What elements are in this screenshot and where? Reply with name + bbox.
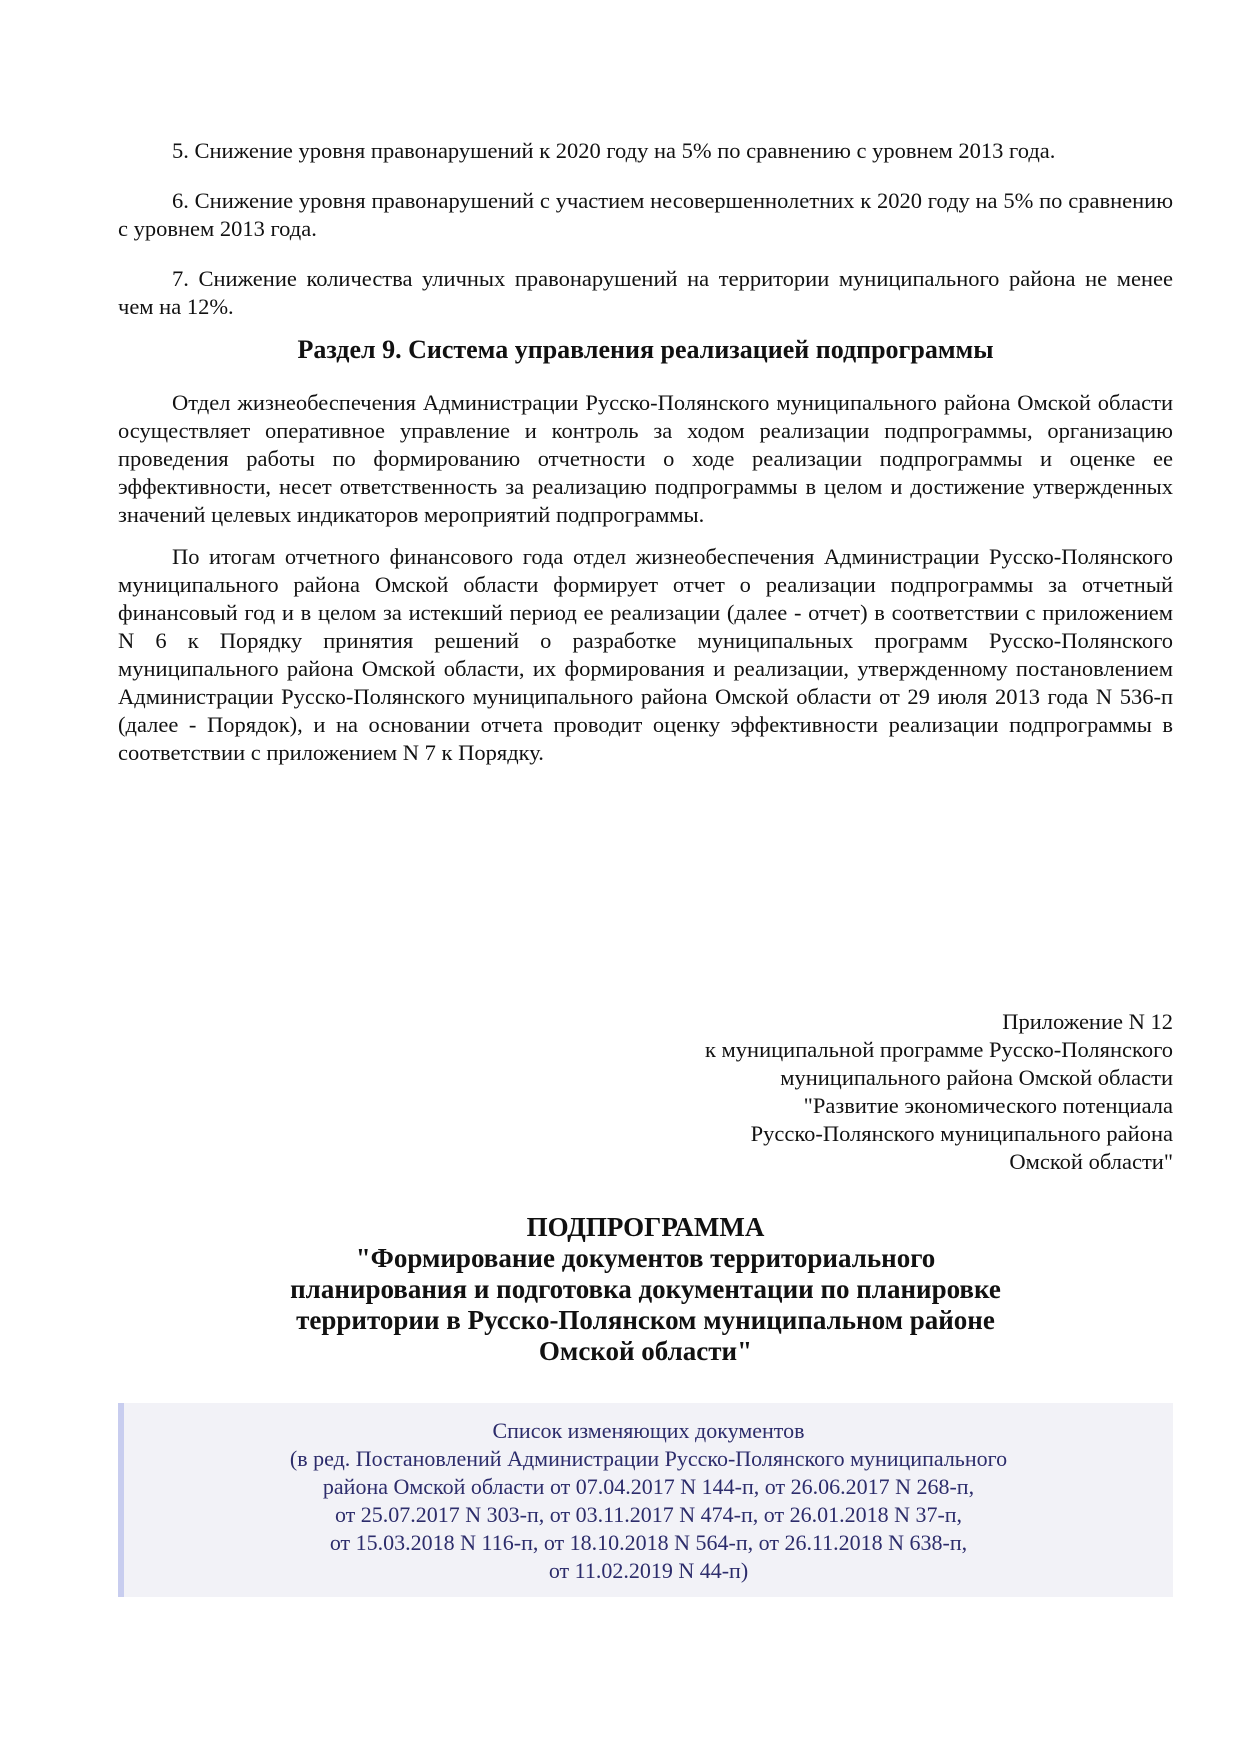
section-title: Раздел 9. Система управления реализацией подпрограммы	[297, 335, 994, 364]
paragraph: По итогам отчетного финансового года отдел жизнеобеспечения Администрации Русско-Полянского муниципального района Омской области формирует отчет о реализации подпрограммы за отчетный финансовый год и в целом за истекший период ее реализации (далее - отчет) в соответствии с приложением N 6 к Порядку принятия решений о разработке муниципальных программ Русско-Полянского муниципального района Омской области, их формирования и реализации, утвержденному постановлением Администрации Русско-Полянского муниципального района Омской области от 29 июля 2013 года N 536-п (далее - Порядок), и на основании отчета проводит оценку эффективности реализации подпрограммы в соответствии с приложением N 7 к Порядку.	[118, 544, 1173, 765]
appendix-line: Омской области"	[1009, 1149, 1173, 1174]
changes-line: района Омской области от 07.04.2017 N 144-п, от 26.06.2017 N 268-п,	[322, 1474, 975, 1499]
subprogram-title-line: Омской области"	[538, 1336, 753, 1366]
appendix-line: "Развитие экономического потенциала	[803, 1093, 1173, 1118]
changes-list-box	[118, 1403, 1173, 1597]
changes-line: от 25.07.2017 N 303-п, от 03.11.2017 N 474-п, от 26.01.2018 N 37-п,	[334, 1502, 963, 1527]
list-item: 7. Снижение количества уличных правонарушений на территории муниципального района не менее чем на 12%.	[118, 266, 1173, 319]
subprogram-heading: ПОДПРОГРАММА	[526, 1212, 765, 1242]
changes-title: Список изменяющих документов	[492, 1418, 805, 1443]
appendix-reference	[705, 1008, 1173, 1176]
appendix-line: Русско-Полянского муниципального района	[750, 1121, 1173, 1146]
appendix-line: Приложение N 12	[1002, 1009, 1173, 1034]
list-item: 6. Снижение уровня правонарушений с участием несовершеннолетних к 2020 году на 5% по сравнению с уровнем 2013 года.	[118, 188, 1173, 241]
subprogram-title-line: "Формирование документов территориального	[355, 1243, 936, 1273]
subprogram-title-line: территории в Русско-Полянском муниципальном районе	[296, 1305, 995, 1335]
paragraph: Отдел жизнеобеспечения Администрации Русско-Полянского муниципального района Омской области осуществляет оперативное управление и контроль за ходом реализации подпрограммы, организацию проведения работы по формированию отчетности о ходе реализации подпрограммы и оценке ее эффективности, несет ответственность за реализацию подпрограммы в целом и достижение утвержденных значений целевых индикаторов мероприятий подпрограммы.	[118, 390, 1173, 527]
subprogram-title	[118, 1212, 1173, 1367]
subprogram-title-line: планирования и подготовка документации по планировке	[290, 1274, 1001, 1304]
changes-line: от 15.03.2018 N 116-п, от 18.10.2018 N 564-п, от 26.11.2018 N 638-п,	[329, 1530, 968, 1555]
changes-line: от 11.02.2019 N 44-п)	[548, 1558, 749, 1583]
list-item: 5. Снижение уровня правонарушений к 2020 году на 5% по сравнению с уровнем 2013 года.	[172, 138, 1056, 163]
appendix-line: муниципального района Омской области	[780, 1065, 1173, 1090]
appendix-line: к муниципальной программе Русско-Полянского	[704, 1037, 1173, 1062]
changes-line: (в ред. Постановлений Администрации Русско-Полянского муниципального	[289, 1446, 1008, 1471]
